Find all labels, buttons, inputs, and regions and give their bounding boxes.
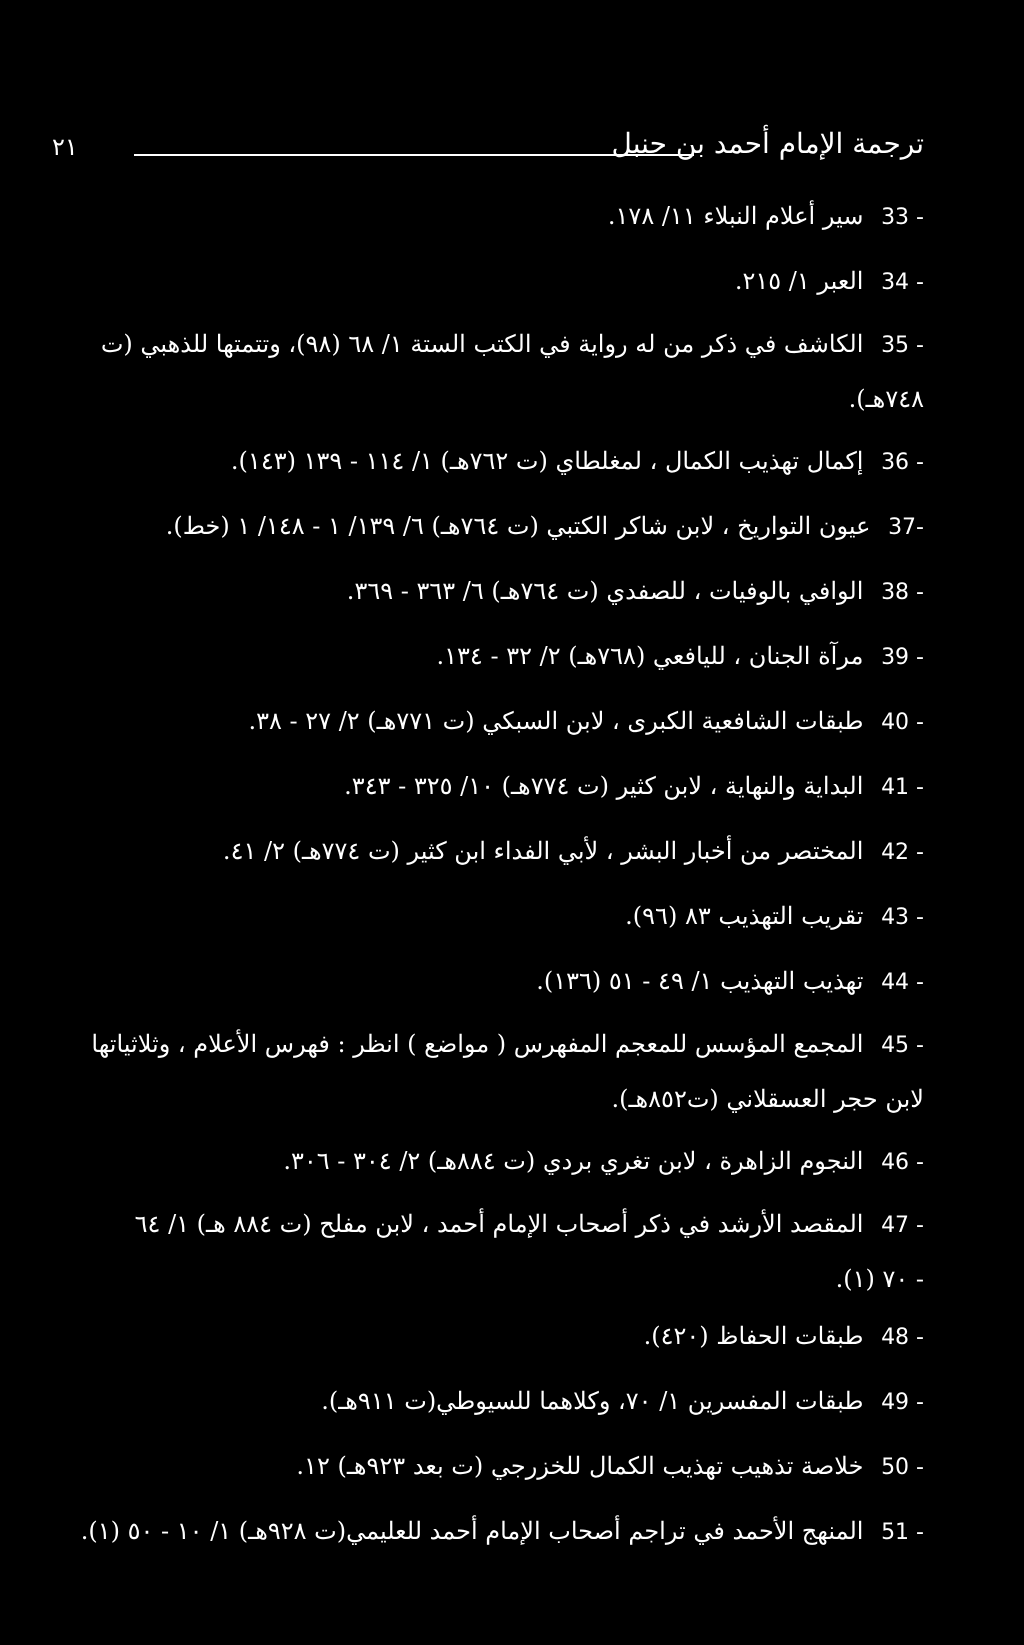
entry-line-continuation <box>52 1072 924 1127</box>
entry-number: 37- <box>888 515 924 540</box>
reference-entry-43 <box>52 887 924 947</box>
entry-text: عيون التواريخ ، لابن شاكر الكتبي (ت ٧٦٤هـ) ٦/ ١٣٩/ ١ - ١٤٨/ ١ (خط). <box>165 512 871 540</box>
entry-line-continuation <box>52 1252 924 1307</box>
reference-list <box>52 187 924 1567</box>
reference-entry-37 <box>52 497 924 557</box>
reference-entry-42 <box>52 822 924 882</box>
reference-entry-51 <box>52 1502 924 1562</box>
entry-number: 38 - <box>881 580 924 605</box>
entry-number: 43 - <box>881 905 924 930</box>
reference-entry-38 <box>52 562 924 622</box>
entry-number: 33 - <box>881 205 924 230</box>
entry-line-continuation <box>52 372 924 427</box>
entry-text: المقصد الأرشد في ذكر أصحاب الإمام أحمد ، لابن مفلح (ت ٨٨٤ هـ) ١/ ٦٤ <box>134 1210 864 1238</box>
entry-number: 49 - <box>881 1390 924 1415</box>
entry-number: 44 - <box>881 970 924 995</box>
entry-number: 50 - <box>881 1455 924 1480</box>
reference-entry-50 <box>52 1437 924 1497</box>
entry-text: الكاشف في ذكر من له رواية في الكتب الستة ١/ ٦٨ (٩٨)، وتتمتها للذهبي (ت <box>100 330 864 358</box>
reference-entry-41 <box>52 757 924 817</box>
reference-entry-35 <box>52 317 924 427</box>
page-header <box>52 126 924 170</box>
entry-text: المختصر من أخبار البشر ، لأبي الفداء ابن كثير (ت ٧٧٤هـ) ٢/ ٤١. <box>222 837 864 865</box>
entry-number: 40 - <box>881 710 924 735</box>
entry-text: طبقات المفسرين ١/ ٧٠، وكلاهما للسيوطي(ت ٩١١هـ). <box>321 1387 864 1415</box>
entry-number: 39 - <box>881 645 924 670</box>
reference-entry-49 <box>52 1372 924 1432</box>
entry-number: 42 - <box>881 840 924 865</box>
entry-number: 35 - <box>881 333 924 358</box>
reference-entry-36 <box>52 432 924 492</box>
entry-number: 41 - <box>881 775 924 800</box>
entry-text: العبر ١/ ٢١٥. <box>734 267 864 295</box>
page-number: ٢١ <box>52 133 78 161</box>
reference-entry-45 <box>52 1017 924 1127</box>
entry-text: طبقات الحفاظ (٤٢٠). <box>643 1322 864 1350</box>
reference-entry-34 <box>52 252 924 312</box>
entry-text: سير أعلام النبلاء ١١/ ١٧٨. <box>607 202 864 230</box>
entry-text: خلاصة تذهيب تهذيب الكمال للخزرجي (ت بعد ٩٢٣هـ) ١٢. <box>296 1452 864 1480</box>
entry-number: 51 - <box>881 1520 924 1545</box>
entry-number: 36 - <box>881 450 924 475</box>
entry-text: لابن حجر العسقلاني (ت٨٥٢هـ). <box>611 1085 924 1113</box>
entry-number: 48 - <box>881 1325 924 1350</box>
entry-text: المنهج الأحمد في تراجم أصحاب الإمام أحمد للعليمي(ت ٩٢٨هـ) ١/ ١٠ - ٥٠ (١). <box>80 1517 864 1545</box>
entry-number: 47 - <box>881 1213 924 1238</box>
entry-text: طبقات الشافعية الكبرى ، لابن السبكي (ت ٧٧١هـ) ٢/ ٢٧ - ٣٨. <box>248 707 864 735</box>
entry-text: ٧٤٨هـ). <box>848 385 924 413</box>
entry-number: 45 - <box>881 1033 924 1058</box>
reference-entry-46 <box>52 1132 924 1192</box>
reference-entry-48 <box>52 1307 924 1367</box>
entry-text: الوافي بالوفيات ، للصفدي (ت ٧٦٤هـ) ٦/ ٣٦٣ - ٣٦٩. <box>346 577 864 605</box>
entry-number: 34 - <box>881 270 924 295</box>
running-title: ترجمة الإمام أحمد بن حنبل <box>611 127 924 160</box>
entry-text: إكمال تهذيب الكمال ، لمغلطاي (ت ٧٦٢هـ) ١/ ١١٤ - ١٣٩ (١٤٣). <box>230 447 864 475</box>
reference-entry-39 <box>52 627 924 687</box>
reference-entry-40 <box>52 692 924 752</box>
entry-text: تهذيب التهذيب ١/ ٤٩ - ٥١ (١٣٦). <box>536 967 864 995</box>
entry-text: النجوم الزاهرة ، لابن تغري بردي (ت ٨٨٤هـ) ٢/ ٣٠٤ - ٣٠٦. <box>283 1147 864 1175</box>
reference-entry-47 <box>52 1197 924 1307</box>
entry-text: تقريب التهذيب ٨٣ (٩٦). <box>625 902 864 930</box>
entry-line <box>52 1017 924 1072</box>
header-rule <box>134 154 694 156</box>
entry-text: مرآة الجنان ، لليافعي (٧٦٨هـ) ٢/ ٣٢ - ١٣٤. <box>436 642 864 670</box>
entry-number: 46 - <box>881 1150 924 1175</box>
entry-text: - ٧٠ (١). <box>835 1265 924 1293</box>
entry-line <box>52 1197 924 1252</box>
entry-text: المجمع المؤسس للمعجم المفهرس ( مواضع ) انظر : فهرس الأعلام ، وثلاثياتها <box>91 1030 864 1058</box>
reference-entry-33 <box>52 187 924 247</box>
reference-entry-44 <box>52 952 924 1012</box>
entry-line <box>52 317 924 372</box>
entry-text: البداية والنهاية ، لابن كثير (ت ٧٧٤هـ) ١٠/ ٣٢٥ - ٣٤٣. <box>344 772 864 800</box>
